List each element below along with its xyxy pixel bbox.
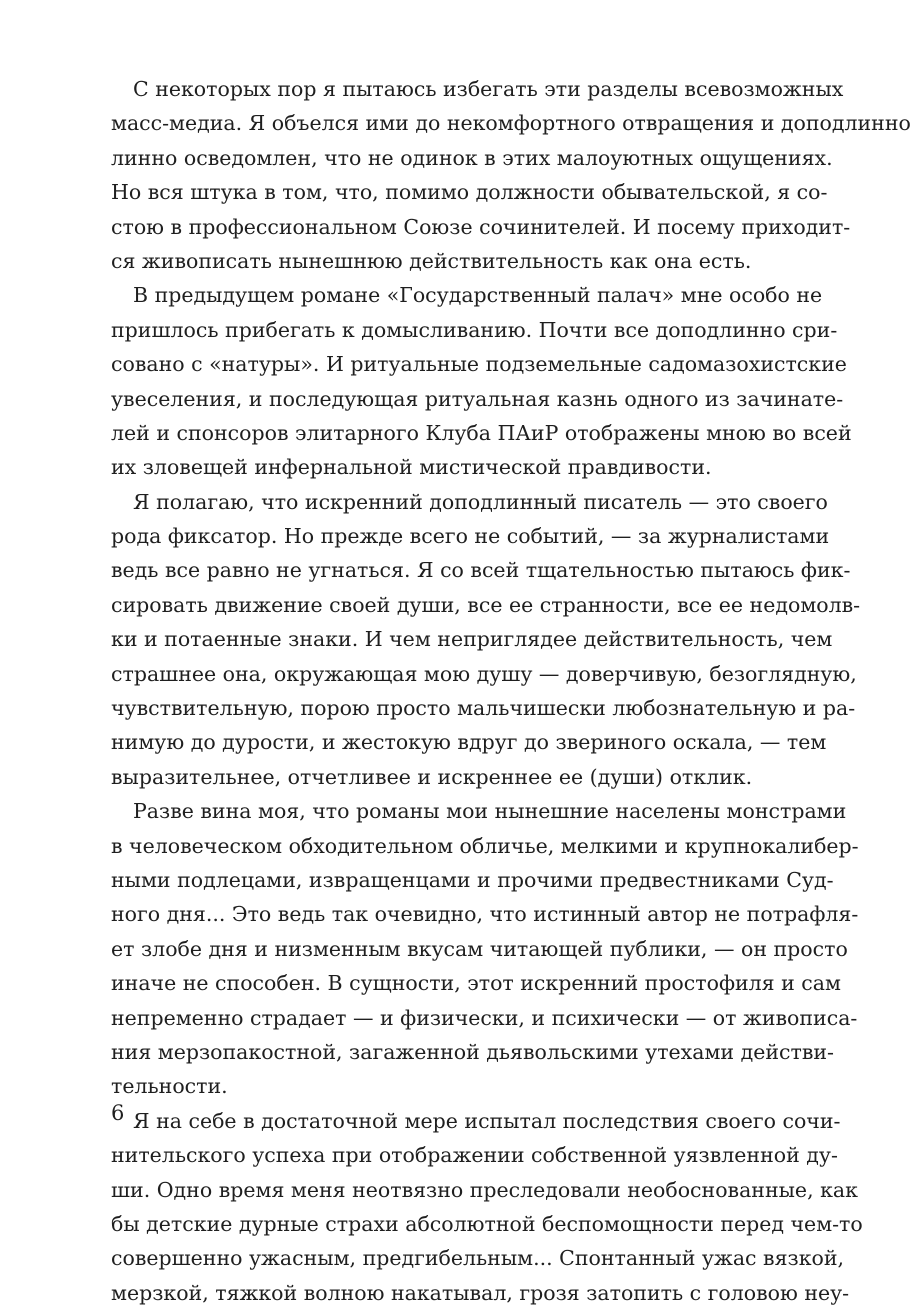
paragraph-3 — [111, 485, 861, 795]
text-line: Разве вина моя, что романы мои нынешние населены монстрами — [133, 799, 847, 824]
text-line: ки и потаенные знаки. И чем неприглядее действительность, чем — [111, 627, 833, 652]
text-line: бы детские дурные страхи абсолютной беспомощности перед чем-то — [111, 1211, 863, 1236]
text-line: В предыдущем романе «Государственный палач» мне особо не — [133, 283, 823, 308]
text-line: Но вся штука в том, что, помимо должности обывательской, я со- — [111, 180, 828, 205]
paragraph-2 — [111, 278, 852, 484]
text-line: страшнее она, окружающая мою душу — доверчивую, безоглядную, — [111, 661, 857, 686]
text-line: рода фиксатор. Но прежде всего не событий, — за журналистами — [111, 524, 830, 549]
text-line: в человеческом обходительном обличье, мелкими и крупнокалибер- — [111, 833, 859, 858]
text-line: совершенно ужасным, предгибельным... Спонтанный ужас вязкой, — [111, 1246, 845, 1271]
text-line: нительского успеха при отображении собственной уязвленной ду- — [111, 1143, 838, 1168]
text-line: совано с «натуры». И ритуальные подземельные садомазохистские — [111, 352, 847, 377]
paragraph-4 — [111, 794, 859, 1104]
text-line: лей и спонсоров элитарного Клуба ПАиР отображены мною во всей — [111, 420, 852, 445]
text-line: ного дня... Это ведь так очевидно, что истинный автор не потрафля- — [111, 902, 859, 927]
text-line: мерзкой, тяжкой волною накатывал, грозя затопить с головою неу- — [111, 1280, 850, 1305]
paragraph-5 — [111, 1104, 863, 1310]
paragraph-1 — [111, 72, 911, 278]
text-line: ет злобе дня и низменным вкусам читающей публики, — он просто — [111, 936, 848, 961]
text-line: стою в профессиональном Союзе сочинителей. И посему приходит- — [111, 214, 851, 239]
text-line: сировать движение своей души, все ее странности, все ее недомолв- — [111, 592, 861, 617]
text-line: ши. Одно время меня неотвязно преследовали необоснованные, как — [111, 1177, 858, 1202]
text-line: масс-медиа. Я объелся ими до некомфортного отвращения и доподлинно — [111, 111, 911, 136]
text-line: линно осведомлен, что не одинок в этих малоуютных ощущениях. — [111, 145, 833, 170]
text-line: непременно страдает — и физически, и психически — от живописа- — [111, 1005, 858, 1030]
text-line: Я полагаю, что искренний доподлинный писатель — это своего — [133, 489, 828, 514]
text-line: иначе не способен. В сущности, этот искренний простофиля и сам — [111, 971, 841, 996]
text-line: выразительнее, отчетливее и искреннее ее (души) отклик. — [111, 764, 753, 789]
text-line: пришлось прибегать к домысливанию. Почти все доподлинно сри- — [111, 317, 838, 342]
text-line: их зловещей инфернальной мистической правдивости. — [111, 455, 712, 480]
text-line: Я на себе в достаточной мере испытал последствия своего сочи- — [133, 1108, 841, 1133]
text-line: тельности. — [111, 1074, 228, 1099]
page-number: 6 — [111, 1101, 125, 1125]
text-line: чувствительную, порою просто мальчишески любознательную и ра- — [111, 696, 856, 721]
text-line: ся живописать нынешнюю действительность как она есть. — [111, 248, 752, 273]
text-line: С некоторых пор я пытаюсь избегать эти разделы всевозможных — [133, 77, 844, 101]
text-line: нимую до дурости, и жестокую вдруг до звериного оскала, — тем — [111, 730, 827, 755]
body-text — [111, 72, 911, 1310]
text-line: увеселения, и последующая ритуальная казнь одного из зачинате- — [111, 386, 844, 411]
text-line: ведь все равно не угнаться. Я со всей тщательностью пытаюсь фик- — [111, 558, 851, 583]
text-line: ными подлецами, извращенцами и прочими предвестниками Суд- — [111, 867, 834, 892]
text-line: ния мерзопакостной, загаженной дьявольскими утехами действи- — [111, 1039, 834, 1064]
